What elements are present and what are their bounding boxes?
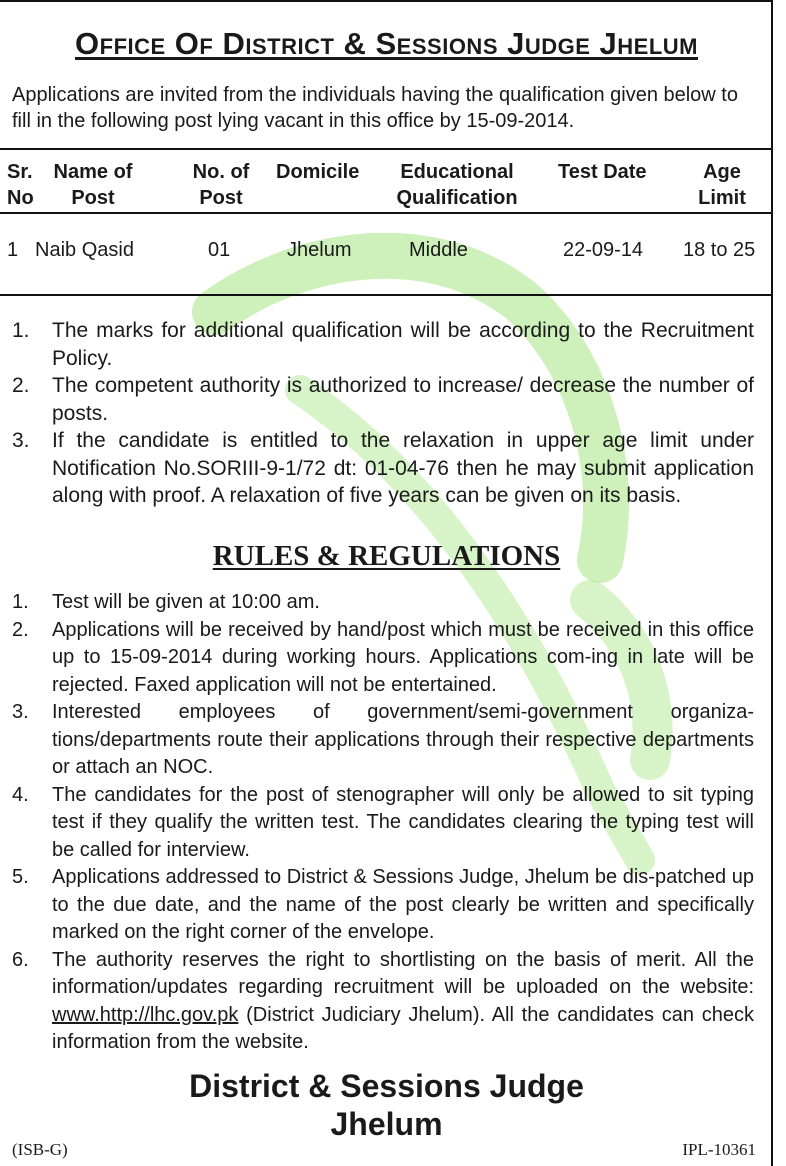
list-item: 3. If the candidate is entitled to the relaxation in upper age limit under Notification No.SORIII-9-1/72 dt: 01-04-76 then he may submit application along with proof. A relaxation of five years can be given on its basis. [12,429,754,507]
website-link[interactable]: www.http://lhc.gov.pk [52,1003,239,1026]
header-domicile: Domicile [276,161,360,183]
list-item: 2. The competent authority is authorized to increase/ decrease the number of posts. [12,374,754,425]
header-post-name: Name of Post [53,161,133,209]
signature-location: Jhelum [330,1106,443,1142]
header-qualification: Educational Qualification [396,161,518,209]
list-item: 6. The authority reserves the right to shortlisting on the basis of merit. All the information/updates regarding recruitment will be uploaded on the website: www.http://lhc.gov.pk (District Judiciary Jhelum). All the candidates can check information from the website. [12,948,754,1053]
footer-code-right: IPL-10361 [682,1140,756,1159]
cell-domicile: Jhelum [287,239,352,261]
table-header-divider [0,212,773,214]
intro-paragraph: Applications are invited from the individuals having the qualification given below to fill in the following post lying vacant in this office by 15-09-2014. [12,84,738,132]
header-no-of-post: No. of Post [192,161,250,209]
page-title: Office Of District & Sessions Judge Jhelum [75,26,698,61]
signature-title: District & Sessions Judge [189,1068,584,1104]
list-item: 4. The candidates for the post of stenographer will only be allowed to sit typing test if they qualify the written test. The candidates clearing the typing test will be called for interview. [12,783,754,861]
cell-age-limit: 18 to 25 [683,239,756,261]
cell-no-of-post: 01 [208,239,231,261]
rules-list [12,589,754,1057]
header-age-limit: Age Limit [698,161,746,209]
cell-test-date: 22-09-14 [563,239,644,261]
cell-post-name: Naib Qasid [35,239,134,261]
cell-sr: 1 [7,239,19,261]
footer-code-left: (ISB-G) [12,1140,68,1159]
list-item: 2. Applications will be received by hand/post which must be received in this office up to 15-09-2014 during working hours. Applications com-ing in late will be rejected. Faxed application will not be entertained. [12,618,754,696]
cell-qualification: Middle [409,239,468,261]
list-item: 1. Test will be given at 10:00 am. [12,591,320,613]
list-item: 5. Applications addressed to District & Sessions Judge, Jhelum be dis-patched up to the due date, and the name of the post clearly be written and specifically marked on the right corner of the envelope. [12,866,754,943]
header-test-date: Test Date [558,161,647,183]
list-item: 3. Interested employees of government/semi-government organiza-tions/departments route their applications through their respective departments or attach an NOC. [12,701,754,778]
rules-heading: RULES & REGULATIONS [212,540,561,572]
notes-list [12,317,754,510]
list-item: 1. The marks for additional qualification will be according to the Recruitment Policy. [12,319,754,370]
header-sr: Sr. No [7,161,34,209]
